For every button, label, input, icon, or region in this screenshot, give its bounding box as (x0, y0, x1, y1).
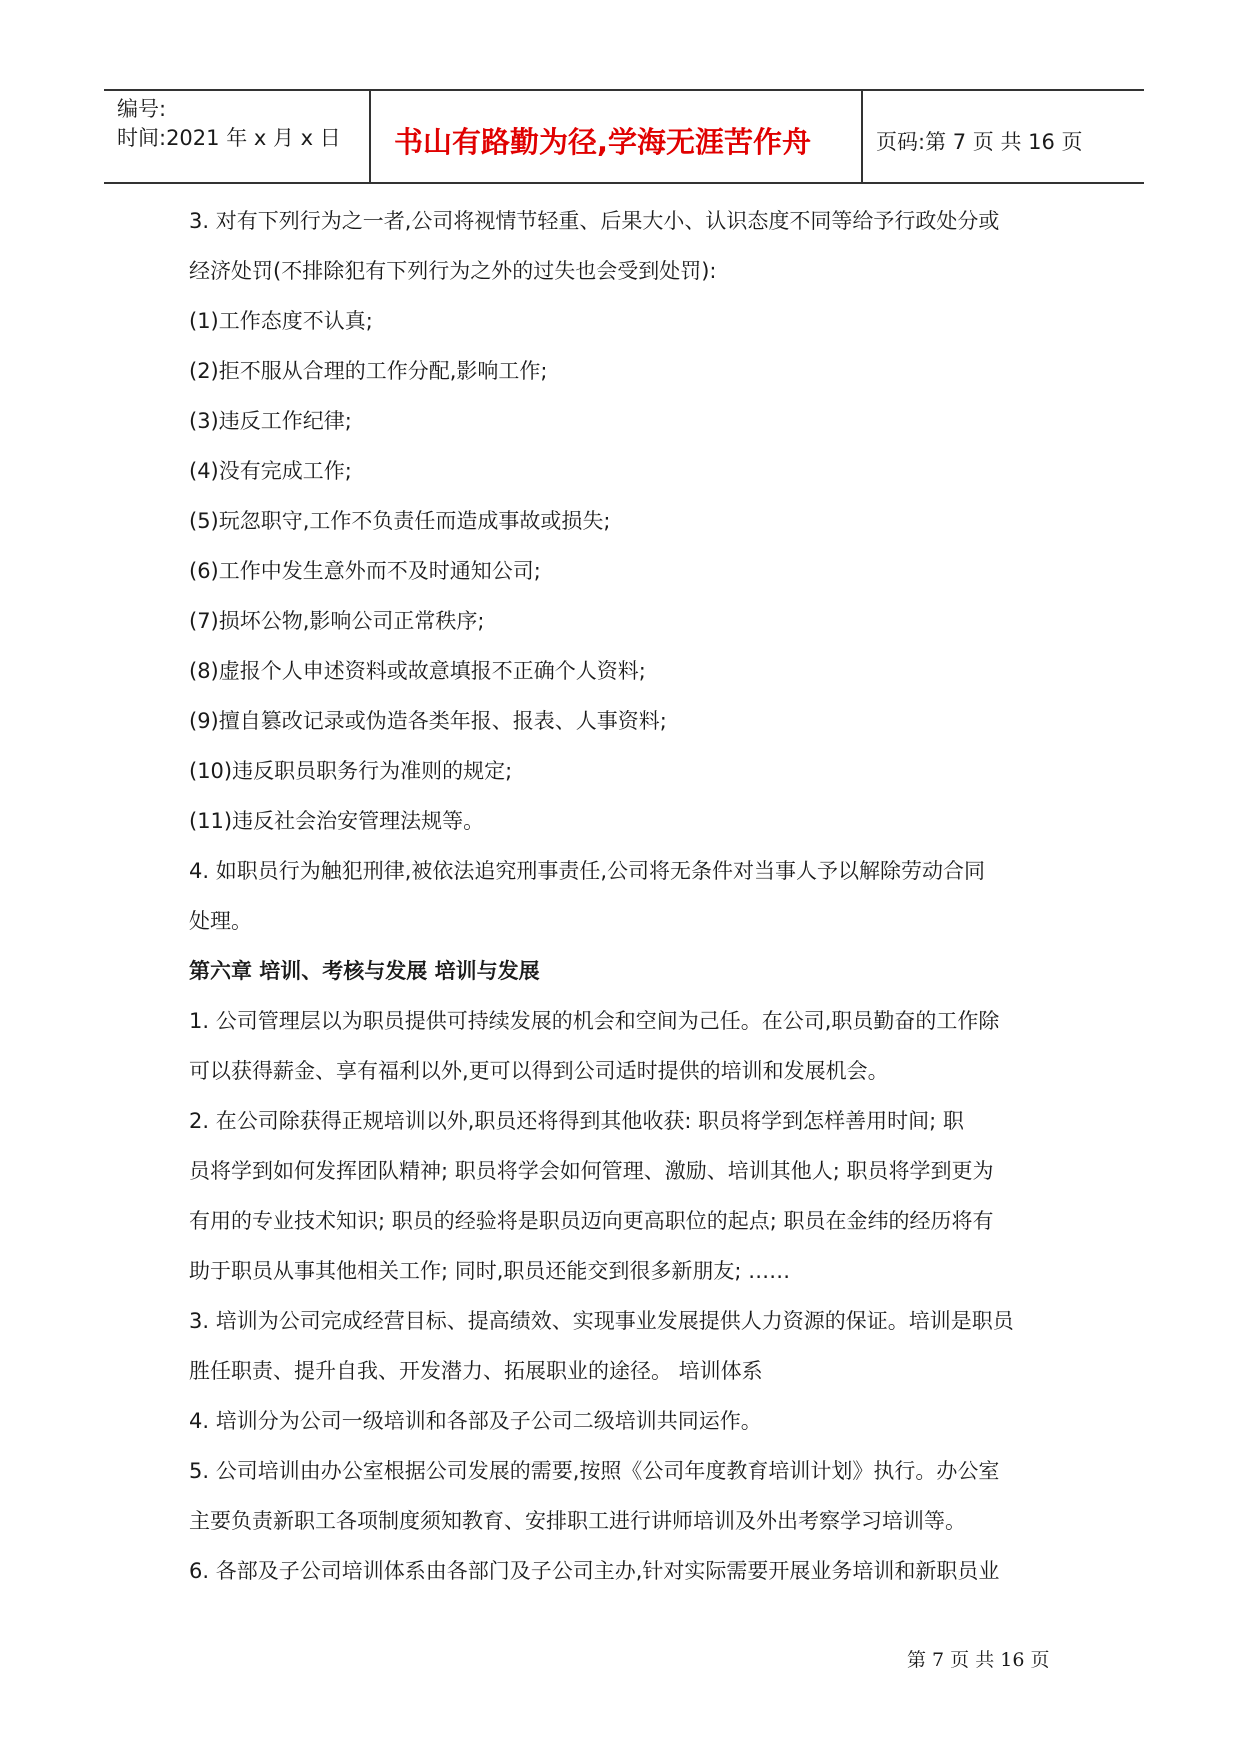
header-page-label: 页码:第 7 页 共 16 页 (876, 130, 1083, 154)
list-item: (1)工作态度不认真; (189, 309, 373, 333)
paragraph-line: 可以获得薪金、享有福利以外,更可以得到公司适时提供的培训和发展机会。 (189, 1059, 889, 1083)
list-item: (6)工作中发生意外而不及时通知公司; (189, 559, 541, 583)
list-item: (2)拒不服从合理的工作分配,影响工作; (189, 359, 548, 383)
paragraph-line: 3. 培训为公司完成经营目标、提高绩效、实现事业发展提供人力资源的保证。培训是职员 (189, 1309, 1014, 1333)
paragraph-line: 5. 公司培训由办公室根据公司发展的需要,按照《公司年度教育培训计划》执行。办公室 (189, 1459, 1000, 1483)
paragraph-line: 助于职员从事其他相关工作; 同时,职员还能交到很多新朋友; …… (189, 1259, 791, 1283)
document-number-label: 编号: (117, 97, 167, 121)
page-footer: 第 7 页 共 16 页 (907, 1649, 1050, 1671)
paragraph-line: 6. 各部及子公司培训体系由各部门及子公司主办,针对实际需要开展业务培训和新职员业 (189, 1559, 1000, 1583)
list-item: (8)虚报个人申述资料或故意填报不正确个人资料; (189, 659, 646, 683)
list-item: (3)违反工作纪律; (189, 409, 352, 433)
header-bottom-rule (104, 182, 1144, 184)
paragraph-line: 员将学到如何发挥团队精神; 职员将学会如何管理、激励、培训其他人; 职员将学到更为 (189, 1159, 994, 1183)
paragraph-line: 经济处罚(不排除犯有下列行为之外的过失也会受到处罚): (189, 259, 717, 283)
paragraph-line: 3. 对有下列行为之一者,公司将视情节轻重、后果大小、认识态度不同等给予行政处分或 (189, 209, 1000, 233)
paragraph-line: 4. 培训分为公司一级培训和各部及子公司二级培训共同运作。 (189, 1409, 762, 1433)
paragraph-line: 处理。 (189, 909, 252, 933)
header-divider-left (369, 89, 371, 183)
list-item: (7)损坏公物,影响公司正常秩序; (189, 609, 485, 633)
paragraph-line: 主要负责新职工各项制度须知教育、安排职工进行讲师培训及外出考察学习培训等。 (189, 1509, 966, 1533)
list-item: (9)擅自篡改记录或伪造各类年报、报表、人事资料; (189, 709, 667, 733)
list-item: (5)玩忽职守,工作不负责任而造成事故或损失; (189, 509, 611, 533)
paragraph-line: 有用的专业技术知识; 职员的经验将是职员迈向更高职位的起点; 职员在金纬的经历将有 (189, 1209, 994, 1233)
chapter-heading: 第六章 培训、考核与发展 培训与发展 (189, 959, 540, 983)
paragraph-line: 2. 在公司除获得正规培训以外,职员还将得到其他收获: 职员将学到怎样善用时间; 职 (189, 1109, 964, 1133)
paragraph-line: 4. 如职员行为触犯刑律,被依法追究刑事责任,公司将无条件对当事人予以解除劳动合同 (189, 859, 986, 883)
header-motto: 书山有路勤为径,学海无涯苦作舟 (394, 125, 812, 159)
list-item: (11)违反社会治安管理法规等。 (189, 809, 485, 833)
paragraph-line: 1. 公司管理层以为职员提供可持续发展的机会和空间为己任。在公司,职员勤奋的工作除 (189, 1009, 1000, 1033)
paragraph-line: 胜任职责、提升自我、开发潜力、拓展职业的途径。 培训体系 (189, 1359, 763, 1383)
document-time-label: 时间:2021 年 x 月 x 日 (117, 126, 341, 150)
header-top-rule (104, 89, 1144, 91)
list-item: (4)没有完成工作; (189, 459, 352, 483)
list-item: (10)违反职员职务行为准则的规定; (189, 759, 513, 783)
header-divider-right (861, 89, 863, 183)
